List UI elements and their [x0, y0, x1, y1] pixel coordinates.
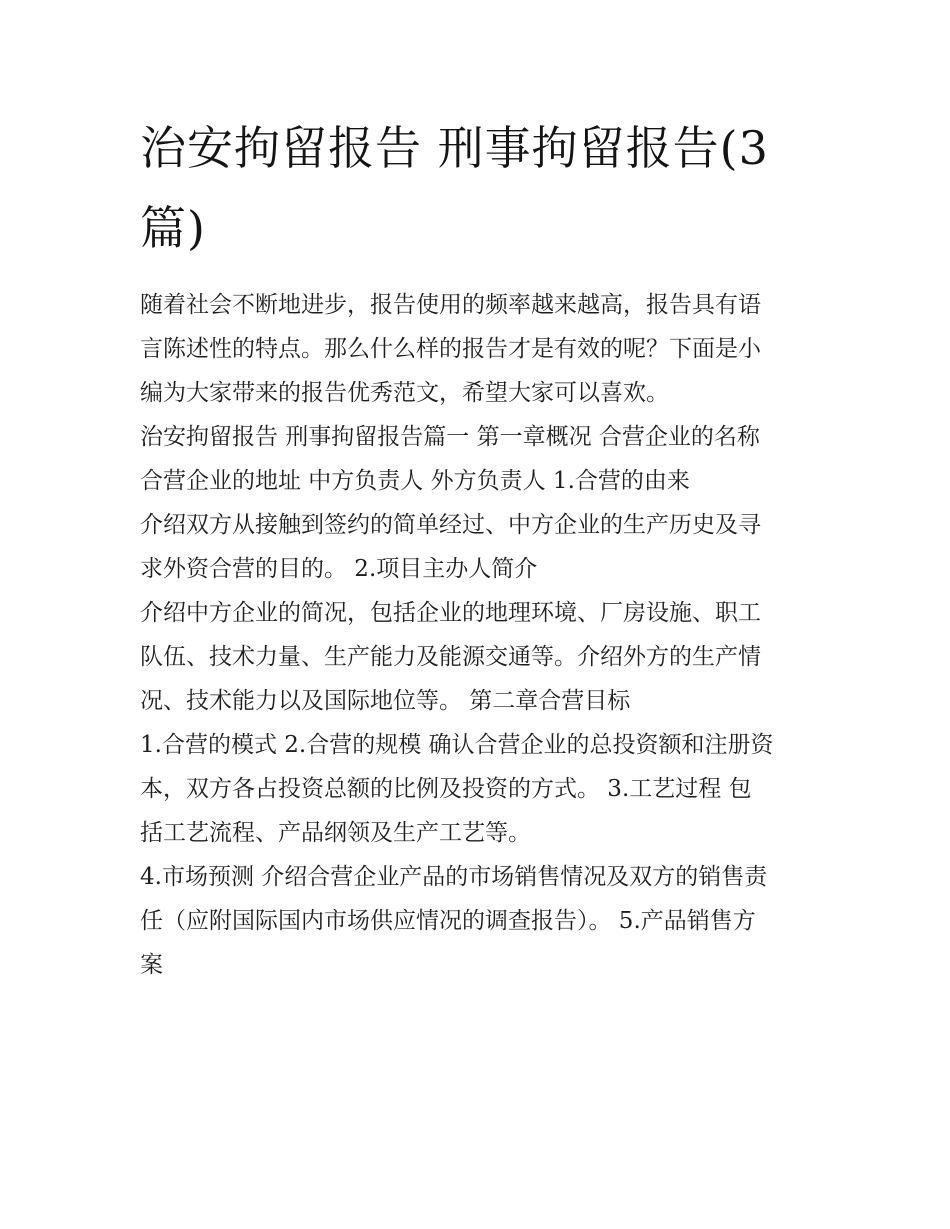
text-line: 本，双方各占投资总额的比例及投资的方式。 3.工艺过程 包	[140, 776, 752, 802]
text-line: 随着社会不断地进步，报告使用的频率越来越高，报告具有语	[140, 292, 761, 318]
text-line: 任（应附国际国内市场供应情况的调查报告）。 5.产品销售方	[140, 908, 756, 934]
text-line: 案	[140, 952, 163, 978]
paragraph-chapter-one	[140, 415, 812, 503]
paragraph-goals	[140, 723, 812, 855]
text-line: 合营企业的地址 中方负责人 外方负责人 1.合营的由来	[140, 468, 690, 494]
paragraph-sponsor	[140, 591, 812, 723]
document-body	[140, 283, 812, 987]
paragraph-origin	[140, 503, 812, 591]
text-line: 1.合营的模式 2.合营的规模 确认合营企业的总投资额和注册资	[140, 732, 774, 758]
text-line: 队伍、技术力量、生产能力及能源交通等。介绍外方的生产情	[140, 644, 761, 670]
text-line: 治安拘留报告 刑事拘留报告篇一 第一章概况 合营企业的名称	[140, 424, 760, 450]
paragraph-market	[140, 855, 812, 987]
paragraph-intro	[140, 283, 812, 415]
text-line: 求外资合营的目的。 2.项目主办人简介	[140, 556, 538, 582]
text-line: 编为大家带来的报告优秀范文，希望大家可以喜欢。	[140, 380, 669, 406]
text-line: 介绍双方从接触到签约的简单经过、中方企业的生产历史及寻	[140, 512, 761, 538]
title-line: 治安拘留报告 刑事拘留报告(3	[140, 121, 769, 175]
text-line: 4.市场预测 介绍合营企业产品的市场销售情况及双方的销售责	[140, 864, 768, 890]
text-line: 介绍中方企业的简况，包括企业的地理环境、厂房设施、职工	[140, 600, 761, 626]
document-title	[140, 108, 820, 268]
text-line: 况、技术能力以及国际地位等。 第二章合营目标	[140, 688, 631, 714]
title-line: 篇)	[140, 201, 206, 255]
text-line: 括工艺流程、产品纲领及生产工艺等。	[140, 820, 531, 846]
text-line: 言陈述性的特点。那么什么样的报告才是有效的呢？下面是小	[140, 336, 761, 362]
